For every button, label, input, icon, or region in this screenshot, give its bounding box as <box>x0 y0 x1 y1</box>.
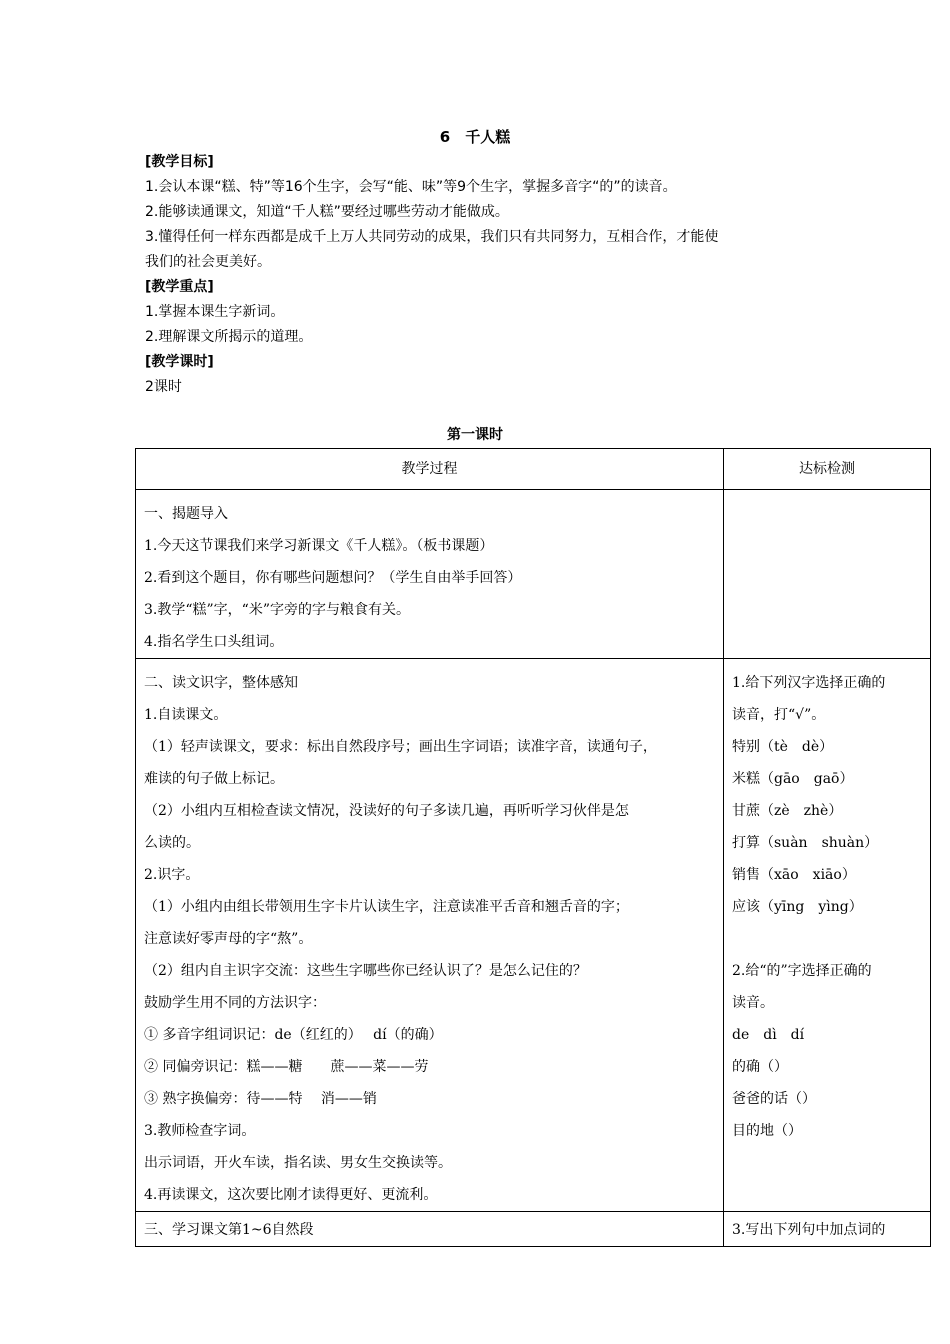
process-line: 2.识字。 <box>144 867 200 883</box>
table-row <box>136 659 931 1212</box>
process-line: 4.再读课文，这次要比刚才读得更好、更流利。 <box>144 1187 438 1203</box>
lesson-table <box>135 448 931 1247</box>
check-line: 甘蔗（zè zhè） <box>732 803 843 819</box>
process-line: 4.指名学生口头组词。 <box>144 634 284 650</box>
check-line: 爸爸的话（） <box>732 1091 816 1107</box>
process-line: 三、学习课文第1~6自然段 <box>144 1222 314 1238</box>
key-point-line: 1.掌握本课生字新词。 <box>145 304 285 320</box>
check-line: 目的地（） <box>732 1123 802 1139</box>
key-point-line: 2.理解课文所揭示的道理。 <box>145 329 313 345</box>
objective-line: 2.能够读通课文，知道“千人糕”要经过哪些劳动才能做成。 <box>145 204 509 220</box>
process-cell <box>136 1212 724 1247</box>
check-line: 2.给“的”字选择正确的 <box>732 963 872 979</box>
process-line: 鼓励学生用不同的方法识字： <box>144 995 326 1011</box>
process-line: （2）组内自主识字交流：这些生字哪些你已经认识了？是怎么记住的？ <box>144 963 587 979</box>
process-line: ① 多音字组词识记：de（红红的） dí（的确） <box>144 1027 443 1043</box>
intro-block <box>145 150 825 400</box>
check-line: 读音，打“√”。 <box>732 707 826 723</box>
process-line: ③ 熟字换偏旁：待——特 消——销 <box>144 1091 377 1107</box>
check-line: 打算（suàn shuàn） <box>732 835 879 851</box>
check-line: 3.写出下列句中加点词的 <box>732 1222 886 1238</box>
process-line: 3.教学“糕”字，“米”字旁的字与粮食有关。 <box>144 602 410 618</box>
process-line: 一、揭题导入 <box>144 506 228 522</box>
check-line: 的确（） <box>732 1059 788 1075</box>
process-line: 难读的句子做上标记。 <box>144 771 284 787</box>
process-line: （2）小组内互相检查读文情况，没读好的句子多读几遍，再听听学习伙伴是怎 <box>144 803 629 819</box>
process-line: （1）小组内由组长带领用生字卡片认读生字，注意读准平舌音和翘舌音的字； <box>144 899 629 915</box>
check-cell <box>724 1212 931 1247</box>
table-row <box>136 1212 931 1247</box>
section-heading-periods: [教学课时] <box>145 354 214 370</box>
check-line: de dì dí <box>732 1027 805 1043</box>
check-line: 读音。 <box>732 995 774 1011</box>
objective-line: 1.会认本课“糕、特”等16个生字，会写“能、味”等9个生字，掌握多音字“的”的读音。 <box>145 179 677 195</box>
lesson-title: 第一课时 <box>447 427 503 443</box>
spacer <box>732 923 924 955</box>
process-line: 么读的。 <box>144 835 200 851</box>
process-line: 1.自读课文。 <box>144 707 228 723</box>
process-line: 出示词语，开火车读，指名读、男女生交换读等。 <box>144 1155 452 1171</box>
section-heading-objectives: [教学目标] <box>145 154 214 170</box>
process-cell <box>136 490 724 659</box>
process-line: 注意读好零声母的字“熬”。 <box>144 931 313 947</box>
document-title: 6 千人糕 <box>439 128 511 146</box>
section-heading-key-points: [教学重点] <box>145 279 214 295</box>
header-check: 达标检测 <box>724 449 931 490</box>
check-cell <box>724 659 931 1212</box>
check-line: 1.给下列汉字选择正确的 <box>732 675 886 691</box>
table-header-row <box>136 449 931 490</box>
objective-line: 我们的社会更美好。 <box>145 254 271 270</box>
check-line: 特别（tè dè） <box>732 739 834 755</box>
process-line: 二、读文识字，整体感知 <box>144 675 298 691</box>
process-line: 2.看到这个题目，你有哪些问题想问？（学生自由举手回答） <box>144 570 522 586</box>
process-line: （1）轻声读课文，要求：标出自然段序号；画出生字词语；读准字音，读通句子， <box>144 739 657 755</box>
check-line: 销售（xāo xiāo） <box>732 867 856 883</box>
process-line: ② 同偏旁识记：糕——糖 蔗——菜——劳 <box>144 1059 429 1075</box>
check-cell <box>724 490 931 659</box>
table-row <box>136 490 931 659</box>
process-cell <box>136 659 724 1212</box>
process-line: 3.教师检查字词。 <box>144 1123 256 1139</box>
period-line: 2课时 <box>145 379 182 395</box>
process-line: 1.今天这节课我们来学习新课文《千人糕》。（板书课题） <box>144 538 494 554</box>
check-line: 米糕（gāo gaō） <box>732 771 854 787</box>
objective-line: 3.懂得任何一样东西都是成千上万人共同劳动的成果，我们只有共同努力，互相合作，才能使 <box>145 229 719 245</box>
check-line: 应该（yīng yìng） <box>732 899 863 915</box>
header-process: 教学过程 <box>136 449 724 490</box>
